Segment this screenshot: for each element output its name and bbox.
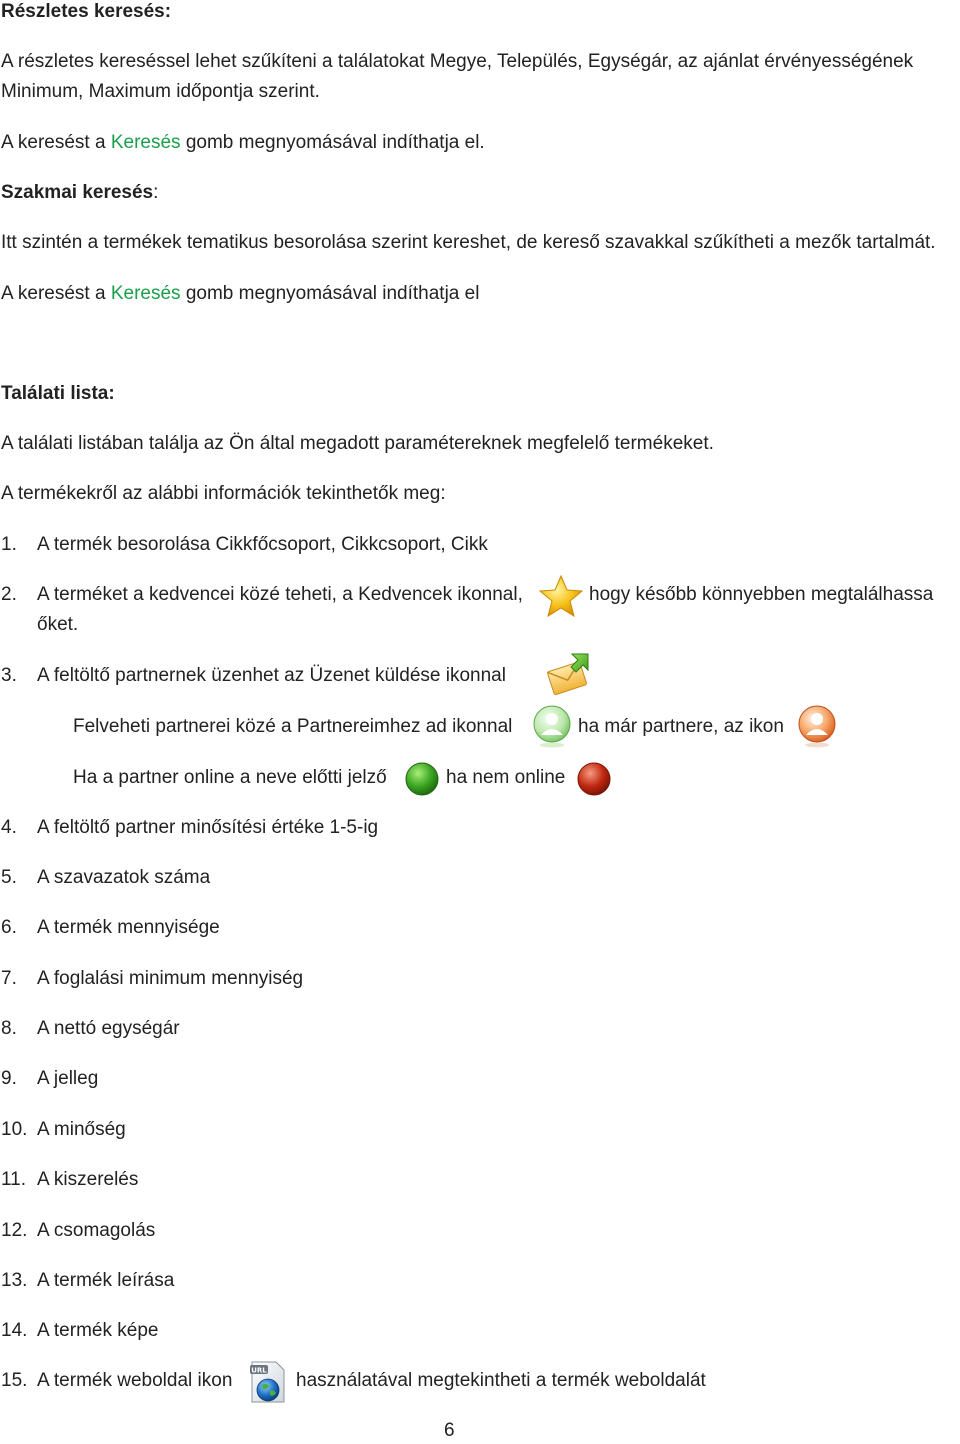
list-item [1, 533, 488, 557]
paragraph-line: A részletes kereséssel lehet szűkíteni a találatokat Megye, Település, Egységár, az ajánlat érvényességének [1, 51, 914, 72]
offline-indicator-icon [575, 760, 613, 798]
list-text-continuation: használatával megtekintheti a termék weboldalát [296, 1370, 706, 1391]
list-text: A termék mennyisége [37, 917, 220, 938]
list-number: 6. [1, 917, 17, 938]
paragraph: Itt szintén a termékek tematikus besorolása szerint kereshet, de kereső szavakkal szűkítheti a mezők tartalmát. [1, 232, 936, 253]
list-text: A termék besorolása Cikkfőcsoport, Cikkcsoport, Cikk [37, 534, 488, 555]
list-text: A foglalási minimum mennyiség [37, 968, 304, 989]
text: gomb megnyomásával indíthatja el [180, 283, 480, 304]
search-button-reference: Keresés [110, 132, 181, 153]
list-text: A szavazatok száma [37, 867, 211, 888]
heading-suffix: : [153, 182, 159, 203]
list-number: 11. [1, 1169, 27, 1190]
page-number: 6 [444, 1420, 455, 1441]
list-item [1, 1168, 138, 1192]
heading-text: Szakmai keresés [1, 182, 154, 203]
list-text: A feltöltő partner minősítési értéke 1-5-ig [37, 817, 379, 838]
online-indicator-icon [403, 760, 441, 798]
list-number: 15. [1, 1370, 28, 1391]
list-item [1, 816, 378, 840]
list-item [1, 967, 303, 991]
list-text-continuation: őket. [37, 614, 79, 635]
list-number: 3. [1, 665, 17, 686]
heading-detailed-search: Részletes keresés: [1, 1, 172, 22]
sub-item: Ha a partner online a neve előtti jelző [73, 767, 387, 788]
paragraph-line: Minimum, Maximum időpontja szerint. [1, 81, 320, 102]
list-number: 8. [1, 1018, 17, 1039]
list-number: 10. [1, 1119, 28, 1140]
url-badge-text: URL [251, 1366, 267, 1375]
list-number: 9. [1, 1068, 17, 1089]
paragraph: A termékekről az alábbi információk tekinthetők meg: [1, 483, 446, 504]
list-text: A minőség [37, 1119, 126, 1140]
list-text: A terméket a kedvencei közé teheti, a Kedvencek ikonnal, [37, 584, 523, 605]
list-text: A nettó egységár [37, 1018, 180, 1039]
list-number: 4. [1, 817, 17, 838]
list-item [1, 664, 506, 688]
list-item [1, 1219, 155, 1243]
paragraph: A találati listában találja az Ön által megadott paramétereknek megfelelő termékeket. [1, 433, 714, 454]
search-button-reference: Keresés [110, 283, 181, 304]
partner-add-icon [531, 703, 573, 749]
list-item [1, 1269, 174, 1293]
list-item [1, 583, 523, 607]
heading-results-list: Találati lista: [1, 383, 115, 404]
envelope-icon [546, 650, 592, 698]
webpage-icon [246, 1360, 290, 1406]
list-item [1, 916, 220, 940]
sub-item-continuation: ha már partnere, az ikon [578, 716, 784, 737]
text: A keresést a [1, 283, 111, 304]
text: A keresést a [1, 132, 111, 153]
paragraph [1, 131, 485, 155]
list-item [1, 1369, 232, 1393]
list-text: A termék képe [37, 1320, 159, 1341]
list-text: A termék weboldal ikon [37, 1370, 233, 1391]
list-text: A feltöltő partnernek üzenhet az Üzenet küldése ikonnal [37, 665, 506, 686]
list-item [1, 1017, 180, 1041]
list-item [1, 1118, 126, 1142]
sub-item: Felveheti partnerei közé a Partnereimhez ad ikonnal [73, 716, 513, 737]
partner-existing-icon [796, 703, 838, 749]
list-text-continuation: hogy később könnyebben megtalálhassa [589, 584, 934, 605]
list-text: A termék leírása [37, 1270, 175, 1291]
heading-professional-search [1, 181, 158, 205]
list-number: 5. [1, 867, 17, 888]
list-item [1, 866, 210, 890]
list-number: 14. [1, 1320, 28, 1341]
list-item [1, 1319, 158, 1343]
list-number: 1. [1, 534, 17, 555]
list-number: 13. [1, 1270, 28, 1291]
list-text: A csomagolás [37, 1220, 156, 1241]
list-number: 2. [1, 584, 17, 605]
list-text: A jelleg [37, 1068, 99, 1089]
list-number: 7. [1, 968, 17, 989]
text: gomb megnyomásával indíthatja el. [180, 132, 485, 153]
paragraph [1, 282, 479, 306]
star-icon [538, 574, 584, 618]
sub-item-continuation: ha nem online [446, 767, 566, 788]
list-item [1, 1067, 98, 1091]
list-text: A kiszerelés [37, 1169, 139, 1190]
list-number: 12. [1, 1220, 28, 1241]
